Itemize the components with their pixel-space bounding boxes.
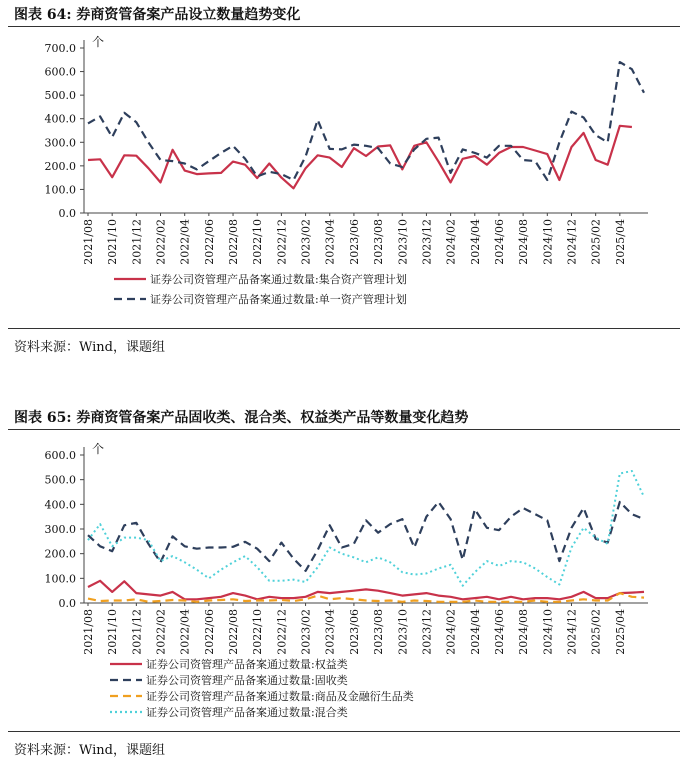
series-line-2: [88, 62, 644, 180]
chart-65-svg: [0, 431, 684, 731]
x-tick-label: 2024/06: [492, 219, 506, 265]
x-tick-label: 2021/08: [82, 219, 95, 265]
x-tick-label: 2024/10: [541, 219, 555, 265]
x-tick-label: 2023/02: [299, 609, 313, 655]
title-rule-65: [8, 429, 680, 430]
y-tick-label: 400.0: [44, 112, 76, 126]
x-tick-label: 2024/02: [444, 219, 458, 265]
x-tick-label: 2024/04: [468, 609, 482, 655]
series-line-2: [88, 502, 644, 571]
y-tick-label: 700.0: [44, 42, 76, 55]
x-tick-label: 2023/02: [299, 219, 313, 265]
legend-label-1: 证券公司资管理产品备案通过数量:集合资产管理计划: [150, 273, 407, 286]
x-tick-label: 2024/10: [541, 609, 555, 655]
x-tick-label: 2024/02: [444, 609, 458, 655]
figure-65-source: 资料来源：Wind，课题组: [14, 743, 165, 758]
y-tick-label: 500.0: [44, 89, 76, 103]
legend-label-4: 证券公司资管理产品备案通过数量:混合类: [146, 706, 348, 719]
chart-64: [0, 28, 684, 328]
x-tick-label: 2022/12: [275, 219, 289, 265]
y-tick-label: 400.0: [44, 498, 76, 512]
x-tick-label: 2023/10: [396, 219, 410, 265]
y-tick-label: 200.0: [44, 159, 76, 173]
title-rule-64: [8, 26, 680, 27]
series-line-1: [88, 126, 632, 189]
x-tick-label: 2022/08: [227, 218, 241, 265]
x-tick-label: 2022/04: [178, 609, 192, 655]
x-tick-label: 2025/04: [613, 609, 627, 655]
series-line-1: [88, 581, 644, 600]
series-line-4: [88, 471, 644, 586]
y-tick-label: 100.0: [44, 183, 76, 197]
x-tick-label: 2025/02: [589, 609, 603, 655]
x-tick-label: 2023/04: [323, 609, 337, 655]
x-tick-label: 2022/04: [178, 219, 192, 265]
source-rule-65: [8, 731, 680, 732]
y-tick-label: 300.0: [44, 523, 76, 536]
x-tick-label: 2022/06: [202, 219, 216, 265]
x-tick-label: 2024/08: [517, 609, 531, 655]
y-tick-label: 200.0: [44, 547, 76, 561]
x-tick-label: 2021/12: [130, 219, 144, 265]
y-tick-label: 600.0: [44, 449, 76, 462]
x-tick-label: 2024/12: [565, 219, 579, 265]
legend-label-1: 证券公司资管理产品备案通过数量:权益类: [146, 658, 348, 671]
legend-label-3: 证券公司资管理产品备案通过数量:商品及金融衍生品类: [146, 690, 414, 703]
figure-65-title: 图表 65: 券商资管备案产品固收类、混合类、权益类产品等数量变化趋势: [14, 410, 469, 426]
x-tick-label: 2024/04: [468, 218, 482, 265]
legend-label-2: 证券公司资管理产品备案通过数量:单一资产管理计划: [150, 293, 407, 306]
x-tick-label: 2022/10: [251, 219, 265, 265]
x-tick-label: 2023/08: [372, 609, 386, 655]
chart-64-svg: [0, 28, 684, 328]
x-tick-label: 2023/10: [396, 609, 410, 655]
chart-65: [0, 431, 684, 731]
series-line-3: [88, 593, 644, 602]
y-tick-label: 300.0: [44, 136, 76, 150]
x-tick-label: 2022/08: [227, 609, 241, 655]
x-tick-label: 2021/12: [130, 609, 144, 655]
x-tick-label: 2023/06: [347, 219, 361, 265]
y-tick-label: 500.0: [44, 473, 76, 487]
x-tick-label: 2021/10: [106, 219, 120, 265]
source-rule-64: [8, 328, 680, 329]
x-tick-label: 2023/12: [420, 609, 434, 655]
x-tick-label: 2022/06: [202, 609, 216, 655]
y-tick-label: 0.0: [58, 207, 76, 220]
x-tick-label: 2022/02: [154, 609, 168, 655]
x-tick-label: 2025/02: [589, 219, 603, 265]
x-tick-label: 2021/08: [82, 609, 95, 655]
x-tick-label: 2023/12: [420, 219, 434, 265]
x-tick-label: 2021/10: [106, 609, 120, 655]
legend-label-2: 证券公司资管理产品备案通过数量:固收类: [146, 674, 348, 687]
x-tick-label: 2023/04: [323, 219, 337, 265]
x-tick-label: 2022/02: [154, 219, 168, 265]
figure-64-source: 资料来源：Wind，课题组: [14, 340, 165, 355]
x-tick-label: 2022/12: [275, 609, 289, 655]
x-tick-label: 2022/10: [251, 609, 265, 655]
y-tick-label: 0.0: [58, 597, 76, 610]
y-tick-label: 100.0: [44, 572, 76, 586]
x-tick-label: 2023/06: [347, 609, 361, 655]
x-tick-label: 2025/04: [613, 219, 627, 265]
y-tick-label: 600.0: [44, 65, 76, 79]
figure-64-title: 图表 64: 券商资管备案产品设立数量趋势变化: [14, 7, 301, 23]
x-tick-label: 2024/12: [565, 609, 579, 655]
y-unit-label: 个: [92, 442, 105, 456]
x-tick-label: 2023/08: [372, 219, 386, 265]
y-unit-label: 个: [92, 35, 105, 49]
x-tick-label: 2024/08: [517, 219, 531, 265]
x-tick-label: 2024/06: [492, 609, 506, 655]
